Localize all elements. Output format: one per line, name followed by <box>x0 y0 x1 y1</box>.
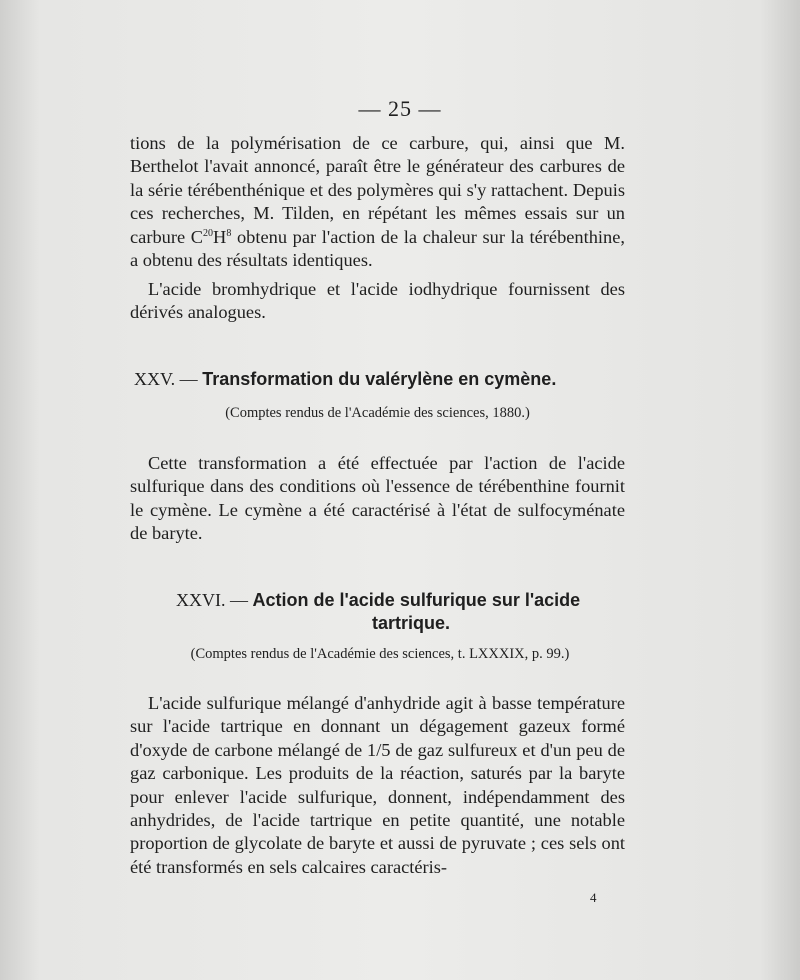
para1-sup-1: 20 <box>203 227 214 239</box>
para1-text-a: tions de la polymérisation de ce carbure, qui, ainsi que M. Berthelot l'avait annoncé, paraît être le générateur des carbures de la série térébenthénique et des polymères qui s'y rattachent. Depuis ces recherches, M. Tilden, en répétant les mêmes essais sur un carbure C <box>130 133 625 247</box>
section-25-heading <box>134 368 629 391</box>
section-25-title: Transformation du valérylène en cymène. <box>202 369 557 389</box>
section-25-number: XXV. — <box>134 369 203 389</box>
section-26-heading <box>176 589 616 635</box>
page-number: — 25 — <box>358 96 442 121</box>
signature-mark: 4 <box>590 890 597 905</box>
section-26-body <box>130 692 625 879</box>
para1-sup-2: 8 <box>226 227 232 239</box>
section-26-body-text: L'acide sulfurique mélangé d'anhydride agit à basse température sur l'acide tartrique en donnant un dégagement gazeux formé d'oxyde de carbone mélangé de 1/5 de gaz sulfureux et d'un peu de gaz carbonique. Les produits de la réaction, saturés par la baryte pour enlever l'acide sulfurique, donnent, indépendamment des anhydrides, de l'acide tartrique en petite quantité, une notable proportion de glycolate de baryte et aussi de pyruvate ; ces sels ont été transformés en sels calcaires caractéris- <box>130 693 625 877</box>
section-26-title-line2: tartrique. <box>371 613 450 633</box>
para2-text: L'acide bromhydrique et l'acide iodhydrique fournissent des dérivés analogues. <box>130 279 625 323</box>
paragraph-1 <box>130 132 625 272</box>
section-26-citation: (Comptes rendus de l'Académie des sciences, t. LXXXIX, p. 99.) <box>190 646 570 662</box>
para1-text-b: obtenu par l'action de la chaleur sur la térébenthine, a obtenu des résultats identiques. <box>130 226 625 271</box>
section-25-body-text: Cette transformation a été effectuée par l'action de l'acide sulfurique dans des conditions où l'essence de térébenthine fournit le cymène. Le cymène a été caractérisé à l'état de sulfocyménate de baryte. <box>130 453 625 544</box>
section-26-number: XXVI. — <box>176 590 253 610</box>
section-25-body <box>130 452 625 546</box>
section-25-citation: (Comptes rendus de l'Académie des sciences, 1880.) <box>225 405 530 421</box>
para1-text-mid: H <box>213 226 227 247</box>
paragraph-2 <box>130 278 625 325</box>
section-26-title-line1: Action de l'acide sulfurique sur l'acide <box>252 590 581 610</box>
